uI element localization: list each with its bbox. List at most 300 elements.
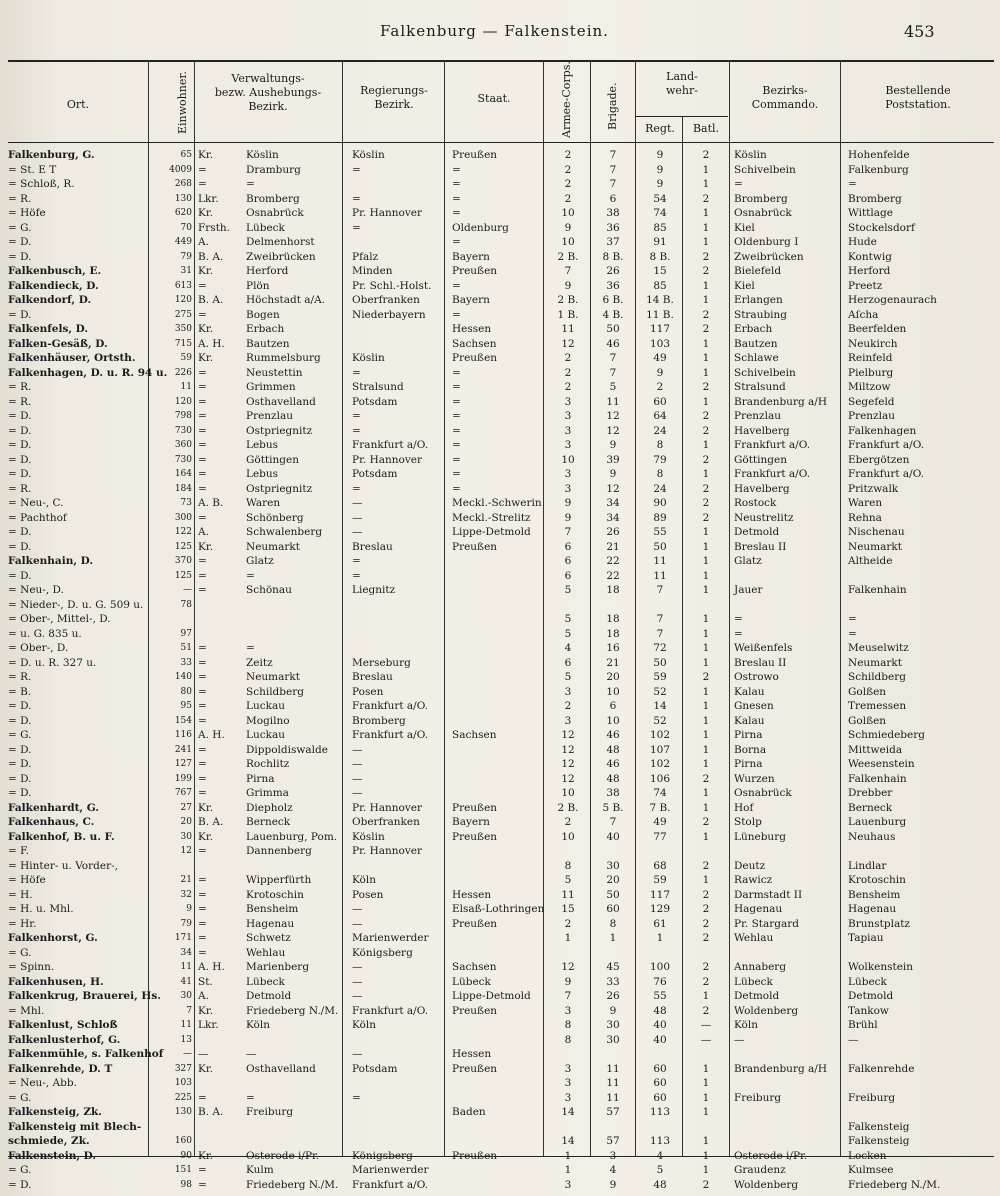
army-corps-cell: 2 <box>564 352 572 364</box>
landwehr-regiment-cell: 11 <box>653 569 667 582</box>
gov-district-cell: — <box>352 1048 363 1060</box>
army-corps-cell: 12 <box>561 337 575 350</box>
landwehr-regiment-cell: 14 B. <box>646 294 674 306</box>
state-cell: = <box>452 236 461 248</box>
army-corps-cell: 3 <box>564 482 572 495</box>
landwehr-battalion-cell: 1 <box>702 627 710 640</box>
post-station-cell: Nischenau <box>848 526 905 538</box>
post-station-cell: = <box>848 613 857 625</box>
place-name-cell: = Schloß, R. <box>8 178 75 190</box>
admin-type-cell: = <box>198 163 207 176</box>
brigade-cell: 11 <box>606 1077 620 1089</box>
state-cell: Lippe-Detmold <box>452 990 531 1002</box>
table-row <box>0 700 1000 713</box>
brigade-cell: 50 <box>606 323 620 335</box>
population-cell: 34 <box>180 947 192 958</box>
brigade-cell: 30 <box>606 1019 620 1031</box>
admin-type-cell: = <box>198 685 207 698</box>
gov-district-cell: Köln <box>352 874 377 886</box>
admin-type-cell: Kr. <box>198 352 214 364</box>
place-name-cell: = H. <box>8 888 33 901</box>
table-row <box>0 338 1000 351</box>
landwehr-regiment-cell: 85 <box>653 221 667 234</box>
district-command-cell: Neustrelitz <box>734 511 794 524</box>
table-row <box>0 1135 1000 1148</box>
population-cell: 20 <box>180 817 192 827</box>
population-cell: 65 <box>180 150 192 160</box>
place-name-cell: Falken-Gesäß, D. <box>8 337 108 350</box>
army-corps-cell: 2 <box>564 149 572 161</box>
landwehr-regiment-cell: 7 <box>656 627 664 640</box>
gov-district-cell: Marienwerder <box>352 1164 429 1176</box>
district-command-cell: Osnabrück <box>734 207 792 219</box>
landwehr-regiment-cell: 1 <box>656 932 664 944</box>
table-row <box>0 657 1000 670</box>
place-name-cell: = R. <box>8 395 32 408</box>
admin-type-cell: A. <box>198 526 209 538</box>
population-cell: 11 <box>180 1020 192 1030</box>
state-cell: = <box>452 192 461 205</box>
brigade-cell: 18 <box>606 613 620 625</box>
gov-district-cell: — <box>352 772 363 785</box>
brigade-cell: 45 <box>606 961 620 973</box>
district-command-cell: Detmold <box>734 526 780 538</box>
army-corps-cell: 5 <box>564 874 572 886</box>
gov-district-cell: = <box>352 163 361 176</box>
landwehr-battalion-cell: 1 <box>702 613 710 625</box>
landwehr-battalion-cell: 1 <box>702 874 710 886</box>
table-row <box>0 396 1000 409</box>
army-corps-cell: 7 <box>564 990 572 1002</box>
landwehr-regiment-cell: 90 <box>653 497 667 509</box>
population-cell: 350 <box>174 324 192 334</box>
population-cell: 59 <box>180 353 192 363</box>
admin-type-cell: B. A. <box>198 1106 224 1118</box>
table-row <box>0 294 1000 307</box>
admin-type-cell: A. <box>198 236 209 248</box>
col-regierung: Regierungs- Bezirk. <box>360 84 428 111</box>
post-station-cell: Neumarkt <box>848 540 902 553</box>
army-corps-cell: 5 <box>564 613 572 625</box>
population-cell: 120 <box>174 396 192 407</box>
population-cell: 116 <box>174 730 192 740</box>
population-cell: 613 <box>174 280 192 291</box>
post-station-cell: Golßen <box>848 714 887 727</box>
state-cell: = <box>452 207 461 219</box>
district-command-cell: Weißenfels <box>734 642 793 654</box>
landwehr-battalion-cell: 2 <box>702 497 710 509</box>
landwehr-battalion-cell: 1 <box>702 221 710 234</box>
district-command-cell: Köslin <box>734 149 767 161</box>
population-cell: 268 <box>174 179 192 189</box>
landwehr-regiment-cell: 54 <box>653 192 667 205</box>
place-name-cell: Falkensteig, Zk. <box>8 1106 102 1118</box>
gov-district-cell: — <box>352 758 363 770</box>
table-row <box>0 1164 1000 1177</box>
district-command-cell: — <box>734 1033 745 1046</box>
brigade-cell: 57 <box>606 1106 620 1118</box>
gov-district-cell: — <box>352 975 363 988</box>
landwehr-regiment-cell: 100 <box>649 961 671 973</box>
army-corps-cell: 9 <box>564 221 572 234</box>
table-row <box>0 918 1000 931</box>
place-name-cell: Falkenkrug, Brauerei, Hs. <box>8 990 161 1002</box>
post-station-cell: Reinfeld <box>848 352 893 364</box>
admin-type-cell: Kr. <box>198 1004 214 1017</box>
admin-district-cell: Kulm <box>246 1164 274 1176</box>
admin-district-cell: Glatz <box>246 555 274 567</box>
landwehr-battalion-cell: 2 <box>702 250 710 263</box>
district-command-cell: Havelberg <box>734 482 790 495</box>
army-corps-cell: 1 <box>564 1164 572 1176</box>
gov-district-cell: Pr. Hannover <box>352 453 423 466</box>
landwehr-regiment-cell: 68 <box>653 859 667 872</box>
gov-district-cell: = <box>352 221 361 234</box>
admin-type-cell: = <box>198 743 207 756</box>
landwehr-battalion-cell: 2 <box>702 917 710 930</box>
place-name-cell: = Nieder-, D. u. G. 509 u. <box>8 598 144 611</box>
gov-district-cell: — <box>352 961 363 973</box>
landwehr-battalion-cell: 2 <box>702 149 710 161</box>
brigade-cell: 6 <box>609 192 617 205</box>
population-cell: 130 <box>174 1107 192 1117</box>
population-cell: 79 <box>180 918 192 929</box>
post-station-cell: Weesenstein <box>848 758 915 770</box>
table-row <box>0 584 1000 597</box>
landwehr-regiment-cell: 117 <box>649 888 671 901</box>
landwehr-regiment-cell: 7 <box>656 584 664 596</box>
landwehr-battalion-cell: 1 <box>702 1135 710 1147</box>
post-station-cell: Stockelsdorf <box>848 221 915 234</box>
state-cell: Baden <box>452 1106 486 1118</box>
army-corps-cell: 9 <box>564 511 572 524</box>
admin-type-cell: = <box>198 308 207 321</box>
admin-district-cell: Zweibrücken <box>246 250 316 263</box>
admin-type-cell: Kr. <box>198 265 214 277</box>
army-corps-cell: 9 <box>564 279 572 292</box>
table-row <box>0 367 1000 380</box>
population-cell: 715 <box>174 338 192 349</box>
army-corps-cell: 10 <box>561 787 575 799</box>
population-cell: 78 <box>180 599 192 610</box>
brigade-cell: 22 <box>606 555 620 567</box>
army-corps-cell: 2 <box>564 917 572 930</box>
state-cell: Hessen <box>452 888 492 901</box>
post-station-cell: Rehna <box>848 511 882 524</box>
landwehr-regiment-cell: 14 <box>653 700 667 712</box>
admin-district-cell: Zeitz <box>246 656 273 669</box>
table-row <box>0 613 1000 626</box>
post-station-cell: Brunstplatz <box>848 917 910 930</box>
place-name-cell: Falkenburg, G. <box>8 149 95 161</box>
brigade-cell: 9 <box>609 468 617 480</box>
place-name-cell: Falkenhusen, H. <box>8 975 104 988</box>
admin-type-cell: St. <box>198 975 213 988</box>
army-corps-cell: 2 <box>564 366 572 379</box>
place-name-cell: = D. <box>8 569 32 582</box>
army-corps-cell: 3 <box>564 1077 572 1089</box>
table-row <box>0 207 1000 220</box>
gov-district-cell: — <box>352 743 363 756</box>
landwehr-regiment-cell: 77 <box>653 830 667 843</box>
place-name-cell: = D. <box>8 453 32 466</box>
post-station-cell: Freiburg <box>848 1091 896 1104</box>
population-cell: 154 <box>174 715 192 726</box>
landwehr-battalion-cell: 2 <box>702 323 710 335</box>
place-name-cell: = D. <box>8 714 32 727</box>
gov-district-cell: — <box>352 526 363 538</box>
brigade-cell: 10 <box>606 685 620 698</box>
brigade-cell: 5 B. <box>602 801 624 814</box>
gov-district-cell: Oberfranken <box>352 816 420 828</box>
state-cell: Bayern <box>452 250 490 263</box>
place-name-cell: Falkenhaus, C. <box>8 816 95 828</box>
table-row <box>0 961 1000 974</box>
admin-district-cell: = <box>246 569 255 582</box>
population-cell: 767 <box>174 788 192 798</box>
post-station-cell: Hagenau <box>848 903 897 915</box>
place-name-cell: = B. <box>8 685 32 698</box>
gov-district-cell: = <box>352 410 361 422</box>
landwehr-regiment-cell: 24 <box>653 482 667 495</box>
admin-type-cell: B. A. <box>198 294 224 306</box>
landwehr-battalion-cell: 2 <box>702 410 710 422</box>
post-station-cell: Frankfurt a/O. <box>848 468 925 480</box>
army-corps-cell: 10 <box>561 830 575 843</box>
place-name-cell: = D. <box>8 308 32 321</box>
admin-district-cell: Mogilno <box>246 714 290 727</box>
admin-district-cell: Freiburg <box>246 1106 294 1118</box>
gov-district-cell: Pr. Hannover <box>352 801 423 814</box>
state-cell: = <box>452 381 461 393</box>
population-cell: 449 <box>174 237 192 247</box>
brigade-cell: 12 <box>606 410 620 422</box>
gov-district-cell: — <box>352 903 363 915</box>
landwehr-battalion-cell: 2 <box>702 381 710 393</box>
district-command-cell: Darmstadt II <box>734 888 803 901</box>
table-row <box>0 802 1000 815</box>
admin-type-cell: = <box>198 787 207 799</box>
landwehr-regiment-cell: 60 <box>653 395 667 408</box>
admin-type-cell: = <box>198 758 207 770</box>
landwehr-battalion-cell: 1 <box>702 787 710 799</box>
post-station-cell: Wolkenstein <box>848 961 914 973</box>
admin-type-cell: = <box>198 917 207 930</box>
admin-type-cell: Kr. <box>198 540 214 553</box>
population-cell: 125 <box>174 541 192 552</box>
landwehr-battalion-cell: 2 <box>702 265 710 277</box>
gov-district-cell: Bromberg <box>352 714 406 727</box>
state-cell: Preußen <box>452 1149 498 1162</box>
admin-type-cell: = <box>198 569 207 582</box>
admin-district-cell: Lebus <box>246 468 279 480</box>
brigade-cell: 12 <box>606 482 620 495</box>
district-command-cell: Zweibrücken <box>734 250 804 263</box>
gov-district-cell: Frankfurt a/O. <box>352 439 429 451</box>
landwehr-battalion-cell: 1 <box>702 294 710 306</box>
table-row <box>0 889 1000 902</box>
gov-district-cell: Pr. Hannover <box>352 845 423 857</box>
place-name-cell: = D. <box>8 526 32 538</box>
army-corps-cell: 2 B. <box>557 294 579 306</box>
landwehr-battalion-cell: 2 <box>702 511 710 524</box>
state-cell: Preußen <box>452 352 498 364</box>
place-name-cell: = R. <box>8 671 32 683</box>
state-cell: = <box>452 178 461 190</box>
brigade-cell: 18 <box>606 584 620 596</box>
post-station-cell: Mittweida <box>848 743 903 756</box>
landwehr-battalion-cell: 1 <box>702 642 710 654</box>
population-cell: 90 <box>180 1150 192 1161</box>
gov-district-cell: Potsdam <box>352 468 398 480</box>
population-cell: 70 <box>180 222 192 233</box>
post-station-cell: Segefeld <box>848 395 895 408</box>
district-command-cell: Bromberg <box>734 192 788 205</box>
table-row <box>0 715 1000 728</box>
admin-type-cell: A. B. <box>198 497 224 509</box>
army-corps-cell: 12 <box>561 961 575 973</box>
place-name-cell: Falkenhain, D. <box>8 555 94 567</box>
admin-district-cell: Rummelsburg <box>246 352 321 364</box>
brigade-cell: 60 <box>606 903 620 915</box>
place-name-cell: = Ober-, Mittel-, D. <box>8 613 111 625</box>
army-corps-cell: 3 <box>564 1178 572 1191</box>
place-name-cell: = D. <box>8 236 32 248</box>
brigade-cell: 38 <box>606 207 620 219</box>
district-command-cell: Kiel <box>734 279 755 292</box>
population-cell: 140 <box>174 672 192 682</box>
table-row <box>0 483 1000 496</box>
population-cell: 95 <box>180 701 192 711</box>
landwehr-regiment-cell: 7 <box>656 613 664 625</box>
landwehr-regiment-cell: 52 <box>653 685 667 698</box>
landwehr-regiment-cell: 4 <box>656 1149 664 1162</box>
district-command-cell: Breslau II <box>734 540 787 553</box>
admin-district-cell: Luckau <box>246 729 286 741</box>
landwehr-battalion-cell: 1 <box>702 1106 710 1118</box>
admin-type-cell: = <box>198 279 207 292</box>
army-corps-cell: 3 <box>564 1062 572 1075</box>
admin-type-cell: Frsth. <box>198 221 231 234</box>
landwehr-battalion-cell: 1 <box>702 279 710 292</box>
table-row <box>0 193 1000 206</box>
col-verwaltung: Verwaltungs- bezw. Aushebungs- Bezirk. <box>214 72 322 113</box>
place-name-cell: = G. <box>8 1091 32 1104</box>
table-row <box>0 497 1000 510</box>
landwehr-battalion-cell: 2 <box>702 932 710 944</box>
table-row <box>0 265 1000 278</box>
state-cell: Preußen <box>452 1062 498 1075</box>
landwehr-regiment-cell: 60 <box>653 1062 667 1075</box>
gov-district-cell: = <box>352 555 361 567</box>
brigade-cell: 7 <box>609 178 617 190</box>
place-name-cell: = Hr. <box>8 917 37 930</box>
post-station-cell: Hohenfelde <box>848 149 910 161</box>
landwehr-battalion-cell: 2 <box>702 961 710 973</box>
brigade-cell: 33 <box>606 975 620 988</box>
post-station-cell: Falkenrehde <box>848 1062 915 1075</box>
gov-district-cell: = <box>352 424 361 437</box>
army-corps-cell: 2 <box>564 816 572 828</box>
landwehr-battalion-cell: 2 <box>702 975 710 988</box>
population-cell: 11 <box>180 382 192 392</box>
admin-type-cell: Kr. <box>198 323 214 335</box>
landwehr-regiment-cell: 48 <box>653 1004 667 1017</box>
table-row <box>0 990 1000 1003</box>
army-corps-cell: 8 <box>564 1019 572 1031</box>
landwehr-battalion-cell: 2 <box>702 1004 710 1017</box>
table-row <box>0 744 1000 757</box>
gov-district-cell: — <box>352 787 363 799</box>
place-name-cell: = G. <box>8 1164 32 1176</box>
post-station-cell: Neumarkt <box>848 656 902 669</box>
col-regt: Regt. <box>645 122 675 135</box>
admin-district-cell: Dannenberg <box>246 845 312 857</box>
gov-district-cell: Niederbayern <box>352 308 426 321</box>
landwehr-regiment-cell: 9 <box>656 366 664 379</box>
place-name-cell: = D. <box>8 439 32 451</box>
population-cell: 620 <box>174 208 192 218</box>
landwehr-regiment-cell: 7 B. <box>649 801 671 814</box>
admin-district-cell: Marienberg <box>246 961 310 973</box>
gov-district-cell: Köslin <box>352 149 385 161</box>
table-row <box>0 831 1000 844</box>
admin-type-cell: A. <box>198 990 209 1002</box>
post-station-cell: Golßen <box>848 685 887 698</box>
district-command-cell: Hagenau <box>734 903 783 915</box>
district-command-cell: Glatz <box>734 555 762 567</box>
table-row <box>0 323 1000 336</box>
gov-district-cell: Köslin <box>352 352 385 364</box>
district-command-cell: Schlawe <box>734 352 779 364</box>
brigade-cell: 38 <box>606 787 620 799</box>
landwehr-battalion-cell: 1 <box>702 163 710 176</box>
place-name-cell: = Höfe <box>8 207 46 219</box>
district-command-cell: Gnesen <box>734 700 774 712</box>
admin-district-cell: Neumarkt <box>246 540 300 553</box>
place-name-cell: = Höfe <box>8 874 46 886</box>
population-cell: 13 <box>180 1034 192 1045</box>
col-bezirkskommando: Bezirks- Commando. <box>751 84 819 111</box>
landwehr-battalion-cell: 2 <box>702 192 710 205</box>
place-name-cell: Falkendorf, D. <box>8 294 92 306</box>
admin-type-cell: = <box>198 555 207 567</box>
landwehr-battalion-cell: 1 <box>702 700 710 712</box>
post-station-cell: Altheide <box>848 555 893 567</box>
gov-district-cell: Frankfurt a/O. <box>352 1178 429 1191</box>
post-station-cell: Friedeberg N./M. <box>848 1178 941 1191</box>
landwehr-battalion-cell: 1 <box>702 178 710 190</box>
admin-type-cell: = <box>198 439 207 451</box>
population-cell: — <box>183 1049 192 1059</box>
army-corps-cell: 3 <box>564 714 572 727</box>
population-cell: 33 <box>180 657 192 668</box>
admin-district-cell: Osthavelland <box>246 395 316 408</box>
brigade-cell: 46 <box>606 337 620 350</box>
admin-type-cell: = <box>198 366 207 379</box>
post-station-cell: Falkensteig <box>848 1120 910 1133</box>
place-name-cell: = Neu-, C. <box>8 497 64 509</box>
landwehr-battalion-cell: 1 <box>702 656 710 669</box>
state-cell: Preußen <box>452 265 498 277</box>
district-command-cell: Köln <box>734 1019 759 1031</box>
table-row <box>0 309 1000 322</box>
table-row <box>0 816 1000 829</box>
admin-type-cell: Kr. <box>198 1149 214 1162</box>
army-corps-cell: 2 B. <box>557 801 579 814</box>
admin-district-cell: Bromberg <box>246 192 300 205</box>
landwehr-regiment-cell: 40 <box>653 1019 667 1031</box>
